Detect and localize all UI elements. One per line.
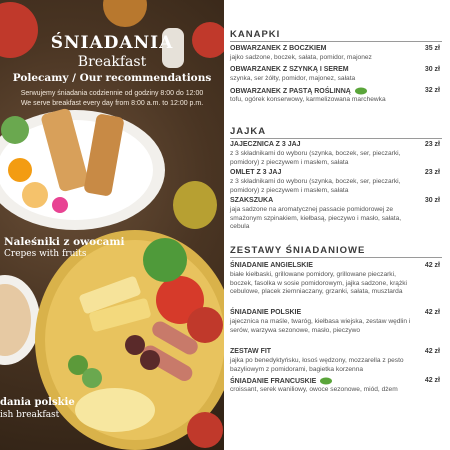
menu-panel [226,0,446,450]
caption-crepes-pl: Naleśniki z owocami [4,236,125,248]
menu-item-price: 23 zł [424,141,440,148]
vegan-leaf-icon [319,377,333,385]
menu-item-desc: jaja sadzone na aromatycznej passacie pomidorowej ze smażonym szpinakiem, kiełbasą, pieczywo i masło, sałata, cebula [230,206,402,231]
menu-item-desc: białe kiełbaski, grillowane pomidory, grillowane pieczarki, boczek, fasolka w sosie pomidorowym, jajka sadzone, krążki cebulowe, placek ziemniaczany, grzanki, sałata, musztarda [230,271,408,296]
menu-item-desc: z 3 składnikami do wyboru (szynka, boczek, ser, pieczarki, pomidory) z pieczywem i masłem, sałata [230,150,401,166]
hero-serving-hours-en: We serve breakfast every day from 8:00 a.m. to 12:00 p.m. [20,100,204,107]
caption-polish-en: ish breakfast [0,410,60,420]
menu-item-desc: tofu, ogórek konserwowy, karmelizowana marchewka [230,96,386,103]
hero-recommendations: Polecamy / Our recommendations [12,72,212,84]
menu-item-desc: jajka po benedyktyńsku, łosoś wędzony, mozzarella z pesto bazyliowym z pomidorami, bagietka korzenna [230,357,404,373]
menu-item-name-text: ŚNIADANIE FRANCUSKIE [230,377,317,385]
menu-item-name: ZESTAW FIT [230,348,272,355]
menu-item-name: OBWARZANEK Z BOCZKIEM [230,45,327,52]
menu-item-name: ŚNIADANIE ANGIELSKIE [230,262,313,269]
section-divider [230,41,442,42]
section-title-zestawy: ZESTAWY ŚNIADANIOWE [230,245,366,256]
menu-item-price: 30 zł [424,66,440,73]
caption-crepes-en: Crepes with fruits [4,249,87,259]
caption-polish-pl: dania polskie [0,397,75,408]
menu-item-desc: szynka, ser żółty, pomidor, majonez, sałata [230,75,356,82]
menu-item-price: 42 zł [424,377,440,384]
menu-item-desc: jajecznica na maśle, twaróg, kiełbasa wiejska, zestaw wędlin i serów, warzywa sezonowe, masło, pieczywo [230,318,411,334]
section-title-jajka: JAJKA [230,126,267,137]
section-divider [230,257,442,258]
menu-item-price: 42 zł [424,309,440,316]
section-divider [230,138,442,139]
vegan-leaf-icon [354,87,368,95]
menu-item-price: 30 zł [424,197,440,204]
menu-item-name [230,377,333,385]
menu-item-name: OBWARZANEK Z SZYNKĄ I SEREM [230,66,349,73]
menu-item-price: 35 zł [424,45,440,52]
hero-serving-hours-pl: Serwujemy śniadania codziennie od godziny 8:00 do 12:00 [20,90,204,97]
menu-item-name: ŚNIADANIE POLSKIE [230,309,302,316]
menu-item-name: JAJECZNICA Z 3 JAJ [230,141,301,148]
menu-item-desc: jajko sadzone, boczek, sałata, pomidor, majonez [230,54,372,61]
menu-item-price: 23 zł [424,169,440,176]
hero-title: ŚNIADANIA [50,33,174,53]
hero-subtitle: Breakfast [77,54,147,70]
breakfast-photo-panel [0,0,224,450]
menu-item-price: 42 zł [424,348,440,355]
menu-item-name: SZAKSZUKA [230,197,274,204]
section-title-kanapki: KANAPKI [230,29,281,40]
menu-item-name [230,87,368,95]
menu-item-name-text: OBWARZANEK Z PASTĄ ROŚLINNĄ [230,87,351,95]
menu-item-price: 32 zł [424,87,440,94]
menu-item-desc: croissant, serek waniliowy, owoce sezonowe, miód, dżem [230,386,398,393]
menu-item-name: OMLET Z 3 JAJ [230,169,282,176]
menu-item-desc: z 3 składnikami do wyboru (szynka, boczek, ser, pieczarki, pomidory) z pieczywem i masłem, sałata [230,178,401,194]
menu-item-price: 42 zł [424,262,440,269]
